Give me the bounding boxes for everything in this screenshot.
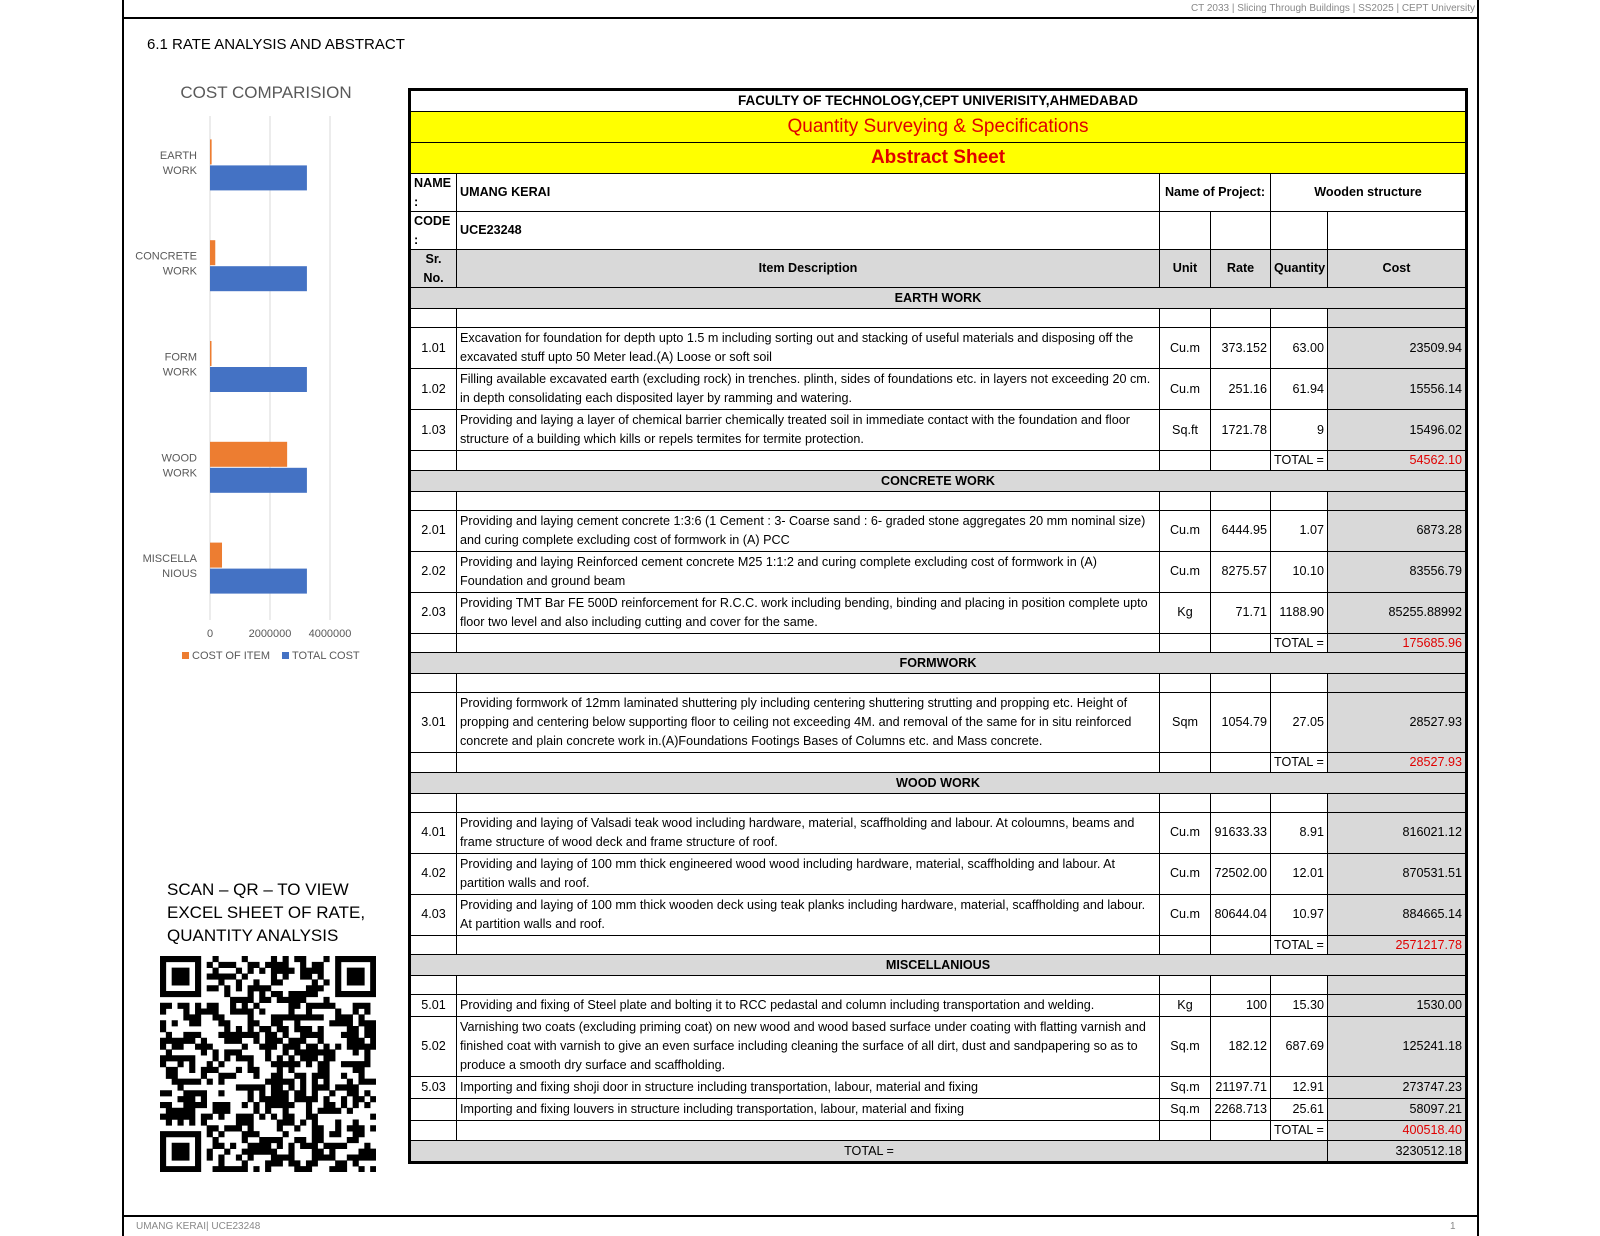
category-row	[411, 955, 1466, 976]
item-description: Importing and fixing shoji door in structure including transportation, labour, material and fixing	[457, 1077, 1160, 1099]
category-row	[411, 653, 1466, 674]
item-quantity: 27.05	[1271, 693, 1328, 753]
item-sr: 2.03	[411, 592, 457, 633]
x-tick-label: 4000000	[308, 628, 352, 640]
item-description: Providing and laying Reinforced cement concrete M25 1:1:2 and curing complete excluding cost of formwork in (A) Foundation and ground beam	[457, 551, 1160, 592]
x-tick-label: 0	[206, 628, 214, 640]
item-unit: Sq.m	[1160, 1077, 1211, 1099]
bar-cost-of-item	[210, 543, 222, 568]
item-rate: 1054.79	[1211, 693, 1271, 753]
bar-total-cost	[210, 468, 307, 493]
item-quantity: 9	[1271, 410, 1328, 451]
section-total-value: 175685.96	[1328, 633, 1466, 653]
project-value: Wooden structure	[1271, 174, 1466, 212]
item-cost: 23509.94	[1328, 328, 1466, 369]
item-sr: 5.02	[411, 1017, 457, 1077]
item-rate: 6444.95	[1211, 510, 1271, 551]
item-quantity: 15.30	[1271, 995, 1328, 1017]
col-header-sr: Sr. No.	[411, 250, 457, 288]
category-title: CONCRETE WORK	[411, 470, 1466, 491]
item-sr: 5.03	[411, 1077, 457, 1099]
item-description: Providing and fixing of Steel plate and bolting it to RCC pedastal and column including transportation and welding.	[457, 995, 1160, 1017]
page-footer-author: UMANG KERAI| UCE23248	[136, 1221, 261, 1232]
item-unit: Cu.m	[1160, 369, 1211, 410]
category-row	[411, 772, 1466, 793]
item-cost: 83556.79	[1328, 551, 1466, 592]
section-total-value: 54562.10	[1328, 451, 1466, 471]
item-unit: Cu.m	[1160, 853, 1211, 894]
item-quantity: 1188.90	[1271, 592, 1328, 633]
item-unit: Kg	[1160, 995, 1211, 1017]
item-description: Providing and laying of 100 mm thick engineered wood wood including hardware, material, scaffholding and labour. At partition walls and roof.	[457, 853, 1160, 894]
section-total-value: 28527.93	[1328, 753, 1466, 773]
bar-cost-of-item	[210, 341, 212, 366]
item-quantity: 10.10	[1271, 551, 1328, 592]
item-unit: Sq.ft	[1160, 410, 1211, 451]
blank-row	[411, 309, 1466, 328]
col-header-unit: Unit	[1160, 250, 1211, 288]
chart-title: COST COMPARISION	[180, 83, 352, 102]
col-header-desc: Item Description	[457, 250, 1160, 288]
section-total-label: TOTAL =	[1271, 1121, 1328, 1141]
item-row	[411, 592, 1466, 633]
grand-total-row	[411, 1140, 1466, 1161]
item-description: Varnishing two coats (excluding priming coat) on new wood and wood based surface under coating with flatting varnish and finished coat with varnish to give an even surface including cleaning the surface of all dirt, dust and sandpapering so as to produce a smooth dry surface and scaffholding.	[457, 1017, 1160, 1077]
bar-total-cost	[210, 367, 307, 392]
qr-code-graphic	[160, 956, 376, 1172]
item-row	[411, 1017, 1466, 1077]
item-cost: 15556.14	[1328, 369, 1466, 410]
item-description: Importing and fixing louvers in structure including transportation, labour, material and fixing	[457, 1099, 1160, 1121]
y-category-label: WORK	[162, 164, 197, 177]
bar-total-cost	[210, 165, 307, 190]
item-description: Providing and laying of Valsadi teak wood including hardware, material, scaffholding and labour. At coloumns, beams and frame structure of wood deck and frame structure of roof.	[457, 812, 1160, 853]
item-cost: 15496.02	[1328, 410, 1466, 451]
item-cost: 28527.93	[1328, 693, 1466, 753]
category-title: EARTH WORK	[411, 288, 1466, 309]
item-sr: 1.01	[411, 328, 457, 369]
item-unit: Sqm	[1160, 693, 1211, 753]
item-unit: Sq.m	[1160, 1017, 1211, 1077]
section-total-row	[411, 935, 1466, 955]
y-category-label: WORK	[162, 366, 197, 379]
page-header-text: CT 2033 | Slicing Through Buildings | SS2025 | CEPT University	[1190, 3, 1475, 14]
item-row	[411, 853, 1466, 894]
item-quantity: 687.69	[1271, 1017, 1328, 1077]
item-unit: Cu.m	[1160, 894, 1211, 935]
item-cost: 1530.00	[1328, 995, 1466, 1017]
faculty-heading: FACULTY OF TECHNOLOGY,CEPT UNIVERISITY,AHMEDABAD	[411, 91, 1466, 112]
item-sr: 2.01	[411, 510, 457, 551]
item-quantity: 1.07	[1271, 510, 1328, 551]
chart-svg	[130, 78, 415, 688]
code-value: UCE23248	[457, 212, 1160, 250]
item-quantity: 63.00	[1271, 328, 1328, 369]
item-rate: 373.152	[1211, 328, 1271, 369]
item-quantity: 12.01	[1271, 853, 1328, 894]
grand-total-label: TOTAL =	[411, 1140, 1328, 1161]
item-sr: 1.03	[411, 410, 457, 451]
blank-row	[411, 976, 1466, 995]
item-cost: 125241.18	[1328, 1017, 1466, 1077]
item-unit: Cu.m	[1160, 812, 1211, 853]
footer-rule	[122, 1215, 1479, 1217]
item-row	[411, 812, 1466, 853]
legend-label: TOTAL COST	[292, 650, 360, 662]
item-unit: Cu.m	[1160, 328, 1211, 369]
item-rate: 182.12	[1211, 1017, 1271, 1077]
item-rate: 80644.04	[1211, 894, 1271, 935]
item-cost: 6873.28	[1328, 510, 1466, 551]
item-row	[411, 551, 1466, 592]
qr-caption	[167, 878, 387, 947]
page-number: 1	[1450, 1221, 1456, 1232]
name-value: UMANG KERAI	[457, 174, 1160, 212]
item-unit: Cu.m	[1160, 510, 1211, 551]
y-category-label: NIOUS	[162, 568, 197, 581]
y-category-label: FORM	[164, 351, 197, 364]
category-title: WOOD WORK	[411, 772, 1466, 793]
qr-caption-line: EXCEL SHEET OF RATE,	[167, 903, 366, 922]
item-sr: 3.01	[411, 693, 457, 753]
item-unit: Kg	[1160, 592, 1211, 633]
item-cost: 816021.12	[1328, 812, 1466, 853]
item-row	[411, 510, 1466, 551]
section-total-row	[411, 451, 1466, 471]
item-quantity: 10.97	[1271, 894, 1328, 935]
abstract-sheet	[408, 88, 1468, 1164]
project-label: Name of Project:	[1160, 174, 1271, 212]
y-category-label: WORK	[162, 467, 197, 480]
item-rate: 72502.00	[1211, 853, 1271, 894]
item-description: Filling available excavated earth (excluding rock) in trenches. plinth, sides of foundations etc. in layers not exceeding 20 cm. in depth consolidating each disposited layer by ramming and watering.	[457, 369, 1160, 410]
item-rate: 1721.78	[1211, 410, 1271, 451]
item-row	[411, 1099, 1466, 1121]
item-description: Providing and laying of 100 mm thick wooden deck using teak planks including hardware, material, scaffholding and labour. At partition walls and roof.	[457, 894, 1160, 935]
item-quantity: 12.91	[1271, 1077, 1328, 1099]
qr-code[interactable]	[160, 956, 376, 1172]
bar-cost-of-item	[210, 240, 215, 265]
item-rate: 71.71	[1211, 592, 1271, 633]
qr-modules	[160, 956, 376, 1172]
y-category-label: WOOD	[161, 452, 197, 465]
subject-heading: Quantity Surveying & Specifications	[411, 112, 1466, 143]
col-header-qty: Quantity	[1271, 250, 1328, 288]
item-cost: 85255.88992	[1328, 592, 1466, 633]
item-description: Providing TMT Bar FE 500D reinforcement for R.C.C. work including bending, binding and placing in position complete upto floor two level and also including cutting and cover for the same.	[457, 592, 1160, 633]
x-tick-label: 2000000	[248, 628, 292, 640]
item-rate: 21197.71	[1211, 1077, 1271, 1099]
item-sr: 4.03	[411, 894, 457, 935]
y-category-label: MISCELLA	[142, 553, 197, 566]
section-total-label: TOTAL =	[1271, 935, 1328, 955]
item-row	[411, 995, 1466, 1017]
cost-comparison-chart	[130, 78, 415, 688]
item-description: Providing formwork of 12mm laminated shuttering ply including centering shuttering strutting and propping etc. Height of propping and centering below supporting floor to ceiling not exceeding 4M. and removal of the same for in situ reinforced concrete and plain concrete work in.(A)Foundations Footings Bases of Columns etc. and Mass concrete.	[457, 693, 1160, 753]
category-row	[411, 470, 1466, 491]
item-row	[411, 693, 1466, 753]
item-row	[411, 369, 1466, 410]
section-total-label: TOTAL =	[1271, 451, 1328, 471]
item-sr: 2.02	[411, 551, 457, 592]
item-cost: 884665.14	[1328, 894, 1466, 935]
item-cost: 870531.51	[1328, 853, 1466, 894]
section-total-value: 2571217.78	[1328, 935, 1466, 955]
legend-label: COST OF ITEM	[192, 650, 271, 662]
code-label: CODE :	[411, 212, 457, 250]
section-title: 6.1 RATE ANALYSIS AND ABSTRACT	[147, 36, 405, 53]
item-row	[411, 1077, 1466, 1099]
item-rate: 251.16	[1211, 369, 1271, 410]
item-sr: 4.02	[411, 853, 457, 894]
item-sr	[411, 1099, 457, 1121]
item-sr: 5.01	[411, 995, 457, 1017]
section-total-label: TOTAL =	[1271, 753, 1328, 773]
item-cost: 273747.23	[1328, 1077, 1466, 1099]
bar-total-cost	[210, 569, 307, 594]
y-category-label: EARTH	[159, 149, 197, 162]
qr-caption-line: SCAN – QR – TO VIEW	[167, 880, 349, 899]
category-title: FORMWORK	[411, 653, 1466, 674]
section-total-value: 400518.40	[1328, 1121, 1466, 1141]
abstract-table	[410, 90, 1466, 1162]
item-rate: 100	[1211, 995, 1271, 1017]
item-rate: 2268.713	[1211, 1099, 1271, 1121]
item-unit: Cu.m	[1160, 551, 1211, 592]
item-row	[411, 894, 1466, 935]
item-description: Excavation for foundation for depth upto 1.5 m including sorting out and stacking of useful materials and disposing off the excavated stuff upto 50 Meter lead.(A) Loose or soft soil	[457, 328, 1160, 369]
item-row	[411, 328, 1466, 369]
blank-row	[411, 491, 1466, 510]
item-sr: 1.02	[411, 369, 457, 410]
col-header-rate: Rate	[1211, 250, 1271, 288]
item-row	[411, 410, 1466, 451]
y-category-label: WORK	[162, 265, 197, 278]
item-cost: 58097.21	[1328, 1099, 1466, 1121]
category-title: MISCELLANIOUS	[411, 955, 1466, 976]
bar-cost-of-item	[210, 139, 212, 164]
item-rate: 91633.33	[1211, 812, 1271, 853]
y-category-label: CONCRETE	[135, 250, 197, 263]
name-label: NAME :	[411, 174, 457, 212]
item-rate: 8275.57	[1211, 551, 1271, 592]
item-quantity: 25.61	[1271, 1099, 1328, 1121]
blank-row	[411, 674, 1466, 693]
header-rule	[122, 17, 1479, 19]
item-unit: Sq.m	[1160, 1099, 1211, 1121]
item-quantity: 61.94	[1271, 369, 1328, 410]
section-total-row	[411, 1121, 1466, 1141]
legend-swatch	[182, 652, 189, 659]
sheet-title: Abstract Sheet	[411, 143, 1466, 174]
item-description: Providing and laying a layer of chemical barrier chemically treated soil in immediate contact with the foundation and floor structure of a building which kills or repels termites for termite protection.	[457, 410, 1160, 451]
section-total-label: TOTAL =	[1271, 633, 1328, 653]
legend-swatch	[282, 652, 289, 659]
col-header-cost: Cost	[1328, 250, 1466, 288]
item-quantity: 8.91	[1271, 812, 1328, 853]
section-total-row	[411, 633, 1466, 653]
category-row	[411, 288, 1466, 309]
bar-cost-of-item	[210, 442, 287, 467]
item-description: Providing and laying cement concrete 1:3:6 (1 Cement : 3- Coarse sand : 6- graded stone aggregates 20 mm nominal size) and curing complete excluding cost of formwork in (A) PCC	[457, 510, 1160, 551]
bar-total-cost	[210, 266, 307, 291]
blank-row	[411, 793, 1466, 812]
section-total-row	[411, 753, 1466, 773]
grand-total-value: 3230512.18	[1328, 1140, 1466, 1161]
item-sr: 4.01	[411, 812, 457, 853]
qr-caption-line: QUANTITY ANALYSIS	[167, 926, 339, 945]
